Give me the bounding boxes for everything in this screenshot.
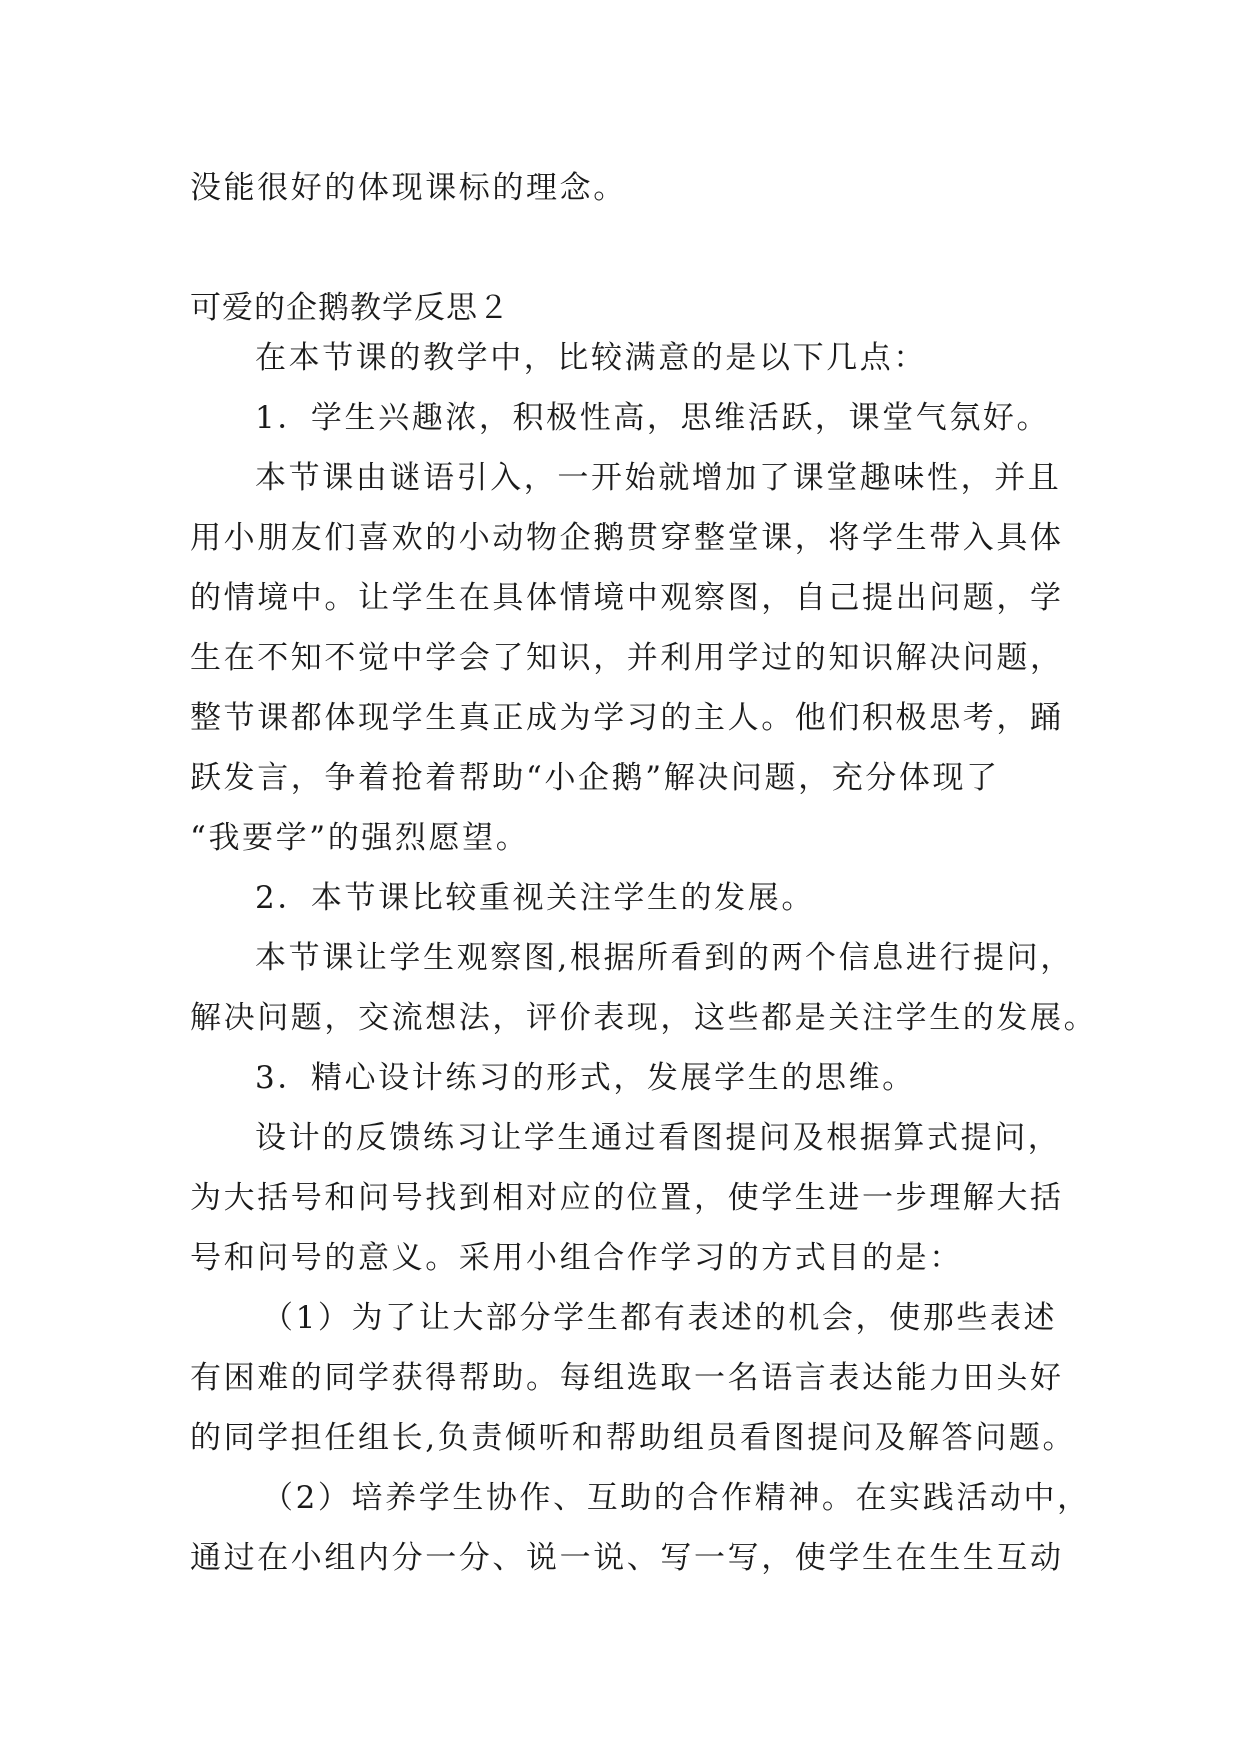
text-line: 有困难的同学获得帮助。每组选取一名语言表达能力田头好: [190, 1360, 1064, 1396]
text-line: “我要学”的强烈愿望。: [190, 820, 530, 856]
text-line: 用小朋友们喜欢的小动物企鹅贯穿整堂课，将学生带入具体: [190, 520, 1064, 556]
text-line: 号和问号的意义。采用小组合作学习的方式目的是：: [190, 1240, 963, 1276]
list-item-heading: 2．本节课比较重视关注学生的发展。: [255, 880, 815, 916]
text-line: 本节课让学生观察图,根据所看到的两个信息进行提问，: [255, 940, 1074, 976]
sub-item: （2）培养学生协作、互助的合作精神。在实践活动中，: [262, 1480, 1091, 1516]
text-line: 通过在小组内分一分、说一说、写一写，使学生在生生互动: [190, 1540, 1064, 1576]
list-item-heading: 3．精心设计练习的形式，发展学生的思维。: [255, 1060, 916, 1096]
text-line: 本节课由谜语引入，一开始就增加了课堂趣味性，并且: [255, 460, 1062, 496]
text-line: 解决问题，交流想法，评价表现，这些都是关注学生的发展。: [190, 1000, 1098, 1036]
section-heading: 可爱的企鹅教学反思２: [190, 290, 510, 326]
text-line: 的情境中。让学生在具体情境中观察图，自己提出问题，学: [190, 580, 1064, 616]
text-line: 生在不知不觉中学会了知识，并利用学过的知识解决问题，: [190, 640, 1064, 676]
text-line: 为大括号和问号找到相对应的位置，使学生进一步理解大括: [190, 1180, 1064, 1216]
text-line: 在本节课的教学中，比较满意的是以下几点：: [255, 340, 927, 376]
text-line: 没能很好的体现课标的理念。: [190, 170, 627, 206]
text-line: 的同学担任组长,负责倾听和帮助组员看图提问及解答问题。: [190, 1420, 1077, 1456]
sub-item: （1）为了让大部分学生都有表述的机会，使那些表述: [262, 1300, 1058, 1336]
list-item-heading: 1．学生兴趣浓，积极性高，思维活跃，课堂气氛好。: [255, 400, 1051, 436]
text-line: 整节课都体现学生真正成为学习的主人。他们积极思考，踊: [190, 700, 1064, 736]
text-line: 跃发言，争着抢着帮助“小企鹅”解决问题，充分体现了: [190, 760, 1000, 796]
text-line: 设计的反馈练习让学生通过看图提问及根据算式提问，: [255, 1120, 1062, 1156]
